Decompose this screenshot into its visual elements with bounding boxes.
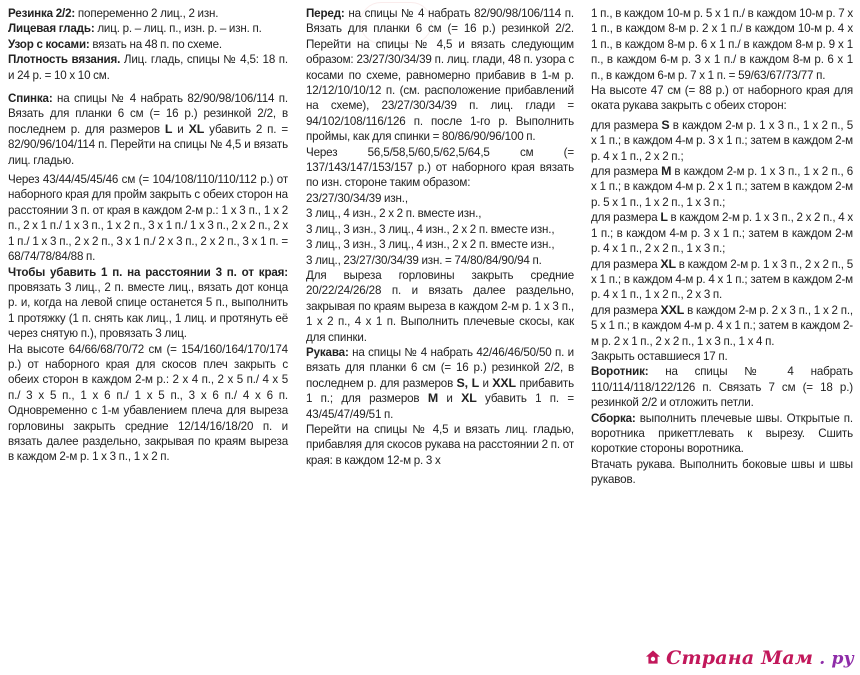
neck-paragraph: Для выреза горловины закрыть средние 20/22/24/26/28 п. и вязать далее раздельно, закрывая по краям выреза в каждом 2-м р. 1 х 3 п., 1 х 2 п., 4 х 1 п. Выполнить плечевые скосы, как для спинки. — [306, 268, 574, 344]
back-heading: Спинка: — [8, 92, 53, 106]
front-text: на спицы № 4 набрать 82/90/98/106/114 п. Вязать для планки 6 см (= 16 р.) резинкой 2/2. Перейти на спицы № 4,5 и вязать следующим образом: 23/27/30/34/39 п. лиц. глади, 48 п. узора с косами по схеме, равномерно прибавив в 1-м р. 12/12/10/10/12 п. (см. расположение прибавлений на схеме), 23/27/30/34/39 п. лиц. глади = 94/102/108/116/126 п. после 1-го р. Выполнить проймы, как для спинки = 80/86/90/96/100 п. — [306, 7, 574, 144]
back-text: на спицы № 4 набрать 82/90/98/106/114 п. Вязать для планки 6 см (= 16 р.) резинкой 2/2, в последнем р. для размеров — [8, 92, 288, 136]
sleeve-increase-paragraph: 1 п., в каждом 10-м р. 5 х 1 п./ в каждом 10-м р. 7 х 1 п., в каждом 8-м р. 2 х 1 п./ в каждом 10-м р. 4 х 1 п., в каждом 8-м р. 6 х 1 п./ в каждом 8-м р. 9 х 1 п., в каждом 6-м р. 3 х 1 п./ в каждом 8-м р. 6 х 1 п., в каждом 6-м р. 7 х 1 п. = 59/63/67/73/77 п. — [591, 7, 853, 82]
row-line-5: 3 лиц., 23/27/30/34/39 изн. = 74/80/84/90/94 п. — [306, 253, 542, 267]
collar-paragraph — [591, 364, 853, 410]
size-xxl-text: в каждом 2-м р. 2 х 3 п., 1 х 2 п., 5 х 1 п.; в каждом 4-м р. 4 х 1 п.; затем в каждом 2-м р. 2 х 1 п., 2 х 2 п., 1 х 3 п., 1 х 4 п. — [591, 303, 854, 348]
row-line-4: 3 лиц., 3 изн., 3 лиц., 4 изн., 2 х 2 п. вместе изн., — [306, 238, 555, 252]
back-paragraph — [8, 91, 288, 168]
size-label-xl-3: XL — [660, 256, 676, 271]
gauge-text: Лиц. гладь, спицы № 4,5: 18 п. и 24 р. = 10 х 10 см. — [8, 53, 288, 82]
rib-heading: Резинка 2/2: — [8, 7, 76, 20]
size-xl-prefix: для размера — [591, 257, 661, 271]
size-l-paragraph — [591, 210, 853, 256]
watermark-logo-icon — [643, 648, 663, 666]
sleeve-text-2: прибавить 1 п.; для размеров — [306, 376, 574, 406]
row-line-3: 3 лиц., 3 изн., 3 лиц., 4 изн., 2 х 2 п. вместе изн., — [306, 222, 555, 236]
assembly-paragraph — [591, 411, 853, 457]
assembly-text: выполнить плечевые швы. Открытые п. воротника прикеттлевать к вырезу. Сшить короткие стороны воротника. — [591, 411, 853, 456]
sleeve-paragraph-2: Перейти на спицы № 4,5 и вязать лиц. гладью, прибавляя для скосов рукава на расстоянии 2 п. от края: в каждом 12-м р. 3 х — [306, 422, 574, 467]
front-paragraph-2: Через 56,5/58,5/60,5/62,5/64,5 см (= 137/143/147/153/157 р.) от наборного края вязать по изн. стороне таким образом: — [306, 145, 574, 190]
column-1 — [8, 6, 288, 469]
size-label-s-l: S, L — [456, 375, 480, 390]
front-paragraph — [306, 6, 574, 145]
size-label-xl: XL — [188, 121, 205, 136]
sleeve-paragraph — [306, 345, 574, 422]
stockinette-text: лиц. р. – лиц. п., изн. р. – изн. п. — [94, 22, 262, 36]
size-m-prefix: для размера — [591, 165, 662, 179]
size-l-text: в каждом 2-м р. 1 х 3 п., 2 х 2 п., 4 х 1 п.; в каждом 4-м р. 3 х 1 п.; затем в каждом 2-м р. 4 х 1 п., 2 х 2 п., 1 х 3 п.; — [591, 211, 853, 256]
decrease-heading: Чтобы убавить 1 п. на расстоянии 3 п. от края: — [8, 265, 288, 279]
sleeve-text-3: убавить 1 п. = 43/45/47/49/51 п. — [306, 392, 574, 421]
cable-text: вязать на 48 п. по схеме. — [89, 37, 222, 51]
column-3 — [591, 6, 853, 492]
size-label-m-2: M — [661, 164, 672, 179]
cable-paragraph — [8, 37, 288, 52]
row-line-2: 3 лиц., 4 изн., 2 х 2 п. вместе изн., — [306, 207, 482, 221]
size-xxl-paragraph — [591, 303, 853, 349]
shoulder-paragraph: На высоте 64/66/68/70/72 см (= 154/160/164/170/174 р.) от наборного края для скосов плеч закрыть с обеих сторон в каждом 2-м р.: 2 х 4 п., 2 х 5 п./ 4 х 5 п./ 3 х 5 п., 1 х 6 п./ 1 х 5 п., 3 х 6 п./ 4 х 6 п. Одновременно с 1-м убавлением плеча для выреза горловины закрыть средние 12/14/16/18/20 п. и вязать далее раздельно, закрывая по краям выреза в каждом 2-м р. 1 х 3 п., 1 х 2 п. — [8, 342, 288, 464]
size-s-prefix: для размера — [591, 118, 662, 132]
size-xl-text: в каждом 2-м р. 1 х 3 п., 2 х 2 п., 5 х 1 п.; в каждом 4-м р. 4 х 1 п.; затем в каждом 2-м р. 4 х 1 п., 1 х 2 п., 2 х 3 п. — [591, 257, 853, 302]
sleeve-heading: Рукава: — [306, 345, 349, 359]
size-m-paragraph — [591, 164, 853, 210]
decrease-text: провязать 3 лиц., 2 п. вместе лиц., вязать дот конца р. и, когда на левой спице останется 5 п., выполнить 1 протяжку (1 п. снять как лиц., 1 лиц. и протянуть её через снятую п.), провязать 3 лиц. — [8, 280, 288, 341]
back-text-2: убавить 2 п. = 82/90/96/104/114 п. Перейти на спицы № 4,5 и вязать лиц. гладью. — [8, 122, 288, 167]
row-line-1: 23/27/30/34/39 изн., — [306, 191, 408, 205]
sleeve-text: на спицы № 4 набрать 42/46/46/50/50 п. и вязать для планки 6 см (= 16 р.) резинкой 2/2, в последнем р. для размеров — [306, 345, 574, 390]
sleeve-and-2: и — [438, 392, 462, 406]
stockinette-heading: Лицевая гладь: — [8, 22, 95, 36]
sleeve-cap-paragraph: На высоте 47 см (= 88 р.) от наборного края для оката рукава закрыть с обеих сторон: — [591, 84, 853, 113]
size-m-text: в каждом 2-м р. 1 х 3 п., 1 х 2 п., 6 х 1 п.; в каждом 4-м р. 2 х 1 п.; затем в каждом 2-м р. 5 х 1 п., 1 х 2 п., 1 х 3 п.; — [591, 165, 853, 209]
armhole-paragraph: Через 43/44/45/45/46 см (= 104/108/110/110/112 р.) от наборного края для пройм закрыть с обеих сторон на расстоянии 3 п. от края в каждом 2-м р.: 1 х 3 п., 1 х 2 п., 2 х 1 п./ 1 х 3 п., 1 х 2 п., 3 х 1 п./ 1 х 3 п., 2 х 2 п., 2 х 1 п./ 1 х 3 п., 2 х 2 п., 3 х 1 п./ 2 х 3 п., 2 х 2 п., 3 х 1 п. = 68/74/78/84/88 п. — [8, 173, 288, 264]
stockinette-paragraph — [8, 21, 288, 36]
size-xxl-prefix: для размера — [591, 303, 661, 317]
size-s-text: в каждом 2-м р. 1 х 3 п., 1 х 2 п., 5 х 1 п.; в каждом 4-м р. 3 х 1 п.; затем в каждом 2-м р. 4 х 1 п., 2 х 2 п.; — [591, 118, 854, 163]
decrease-paragraph — [8, 265, 288, 342]
cable-heading: Узор с косами: — [8, 37, 90, 51]
watermark-tld: . ру — [813, 649, 854, 669]
size-label-xxl: XXL — [492, 375, 516, 390]
assembly-heading: Сборка: — [591, 411, 636, 425]
back-and: и — [172, 122, 189, 136]
site-watermark — [643, 647, 854, 669]
close-paragraph: Закрыть оставшиеся 17 п. — [591, 349, 728, 363]
size-label-xl-2: XL — [461, 391, 477, 406]
size-label-s: S — [661, 117, 670, 132]
gauge-paragraph — [8, 52, 288, 83]
collar-heading: Воротник: — [591, 365, 649, 379]
sleeve-and: и — [479, 376, 493, 390]
rib-text: попеременно 2 лиц., 2 изн. — [75, 7, 219, 20]
size-xl-paragraph — [591, 257, 853, 303]
size-s-paragraph — [591, 118, 853, 164]
size-label-m: M — [427, 391, 438, 406]
final-paragraph: Втачать рукава. Выполнить боковые швы и швы рукавов. — [591, 457, 853, 487]
gauge-heading: Плотность вязания. — [8, 53, 121, 67]
column-2 — [306, 6, 574, 472]
watermark-site-name: Страна Мам — [666, 647, 814, 669]
size-label-l: L — [164, 121, 173, 136]
size-label-l-2: L — [660, 210, 668, 225]
front-heading: Перед: — [306, 7, 345, 20]
size-label-xxl-2: XXL — [660, 302, 685, 317]
rib-paragraph — [8, 6, 288, 21]
collar-text: на спицы № 4 набрать 110/114/118/122/126 п. Связать 7 см (= 18 р.) резинкой 2/2 и отложить петли. — [591, 365, 853, 410]
size-l-prefix: для размера — [591, 211, 661, 225]
